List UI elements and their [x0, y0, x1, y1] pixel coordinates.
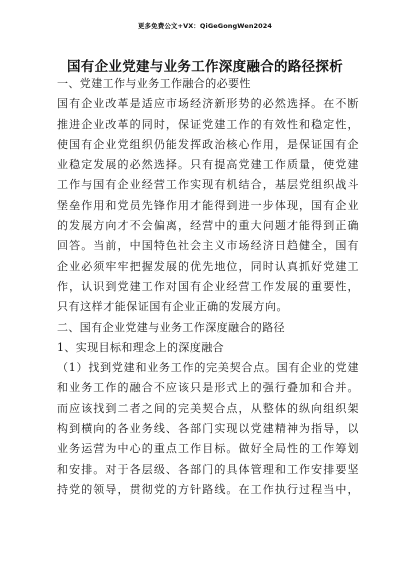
paragraph-line: 业务运营为中心的重点工作目标。做好全局性的工作筹划: [57, 442, 359, 456]
paragraph-line: 和安排。对于各层级、各部门的具体管理和工作安排要坚: [57, 462, 359, 476]
paragraph-line: 推进企业改革的同时，保证党建工作的有效性和稳定性，: [57, 117, 359, 131]
paragraph-line: 和业务工作的融合不应该只是形式上的强行叠加和合并。: [57, 381, 359, 395]
section-heading: 一、党建工作与业务工作融合的必要性: [57, 77, 251, 90]
document-body: [57, 74, 359, 500]
paragraph-line: （1）找到党建和业务工作的完美契合点。国有企业的党建: [57, 361, 359, 375]
section-heading: 1、实现目标和理念上的深度融合: [57, 340, 224, 354]
paragraph-line: 工作与国有企业经营工作实现有机结合，基层党组织战斗: [57, 178, 359, 192]
paragraph-last-line: 只有这样才能保证国有企业正确的发展方向。: [57, 300, 288, 314]
paragraph-line: 的发展方向才不会偏离，经营中的重大问题才能得到正确: [57, 219, 359, 233]
paragraph-line: 企业必须牢牢把握发展的优先地位，同时认真抓好党建工: [57, 259, 359, 273]
paragraph-line: 持党的领导，贯彻党的方针路线。在工作执行过程当中，: [57, 482, 359, 496]
paragraph-line: 而应该找到二者之间的完美契合点，从整体的纵向组织架: [57, 401, 359, 415]
paragraph-line: 回答。当前，中国特色社会主义市场经济日趋健全，国有: [57, 239, 359, 253]
header-note: 更多免费公文+VX：QiGeGongWen2024: [137, 22, 273, 30]
paragraph-line: 使国有企业党组织仍能发挥政治核心作用，是保证国有企: [57, 137, 359, 151]
paragraph-line: 业稳定发展的必然选择。只有提高党建工作质量，使党建: [57, 158, 359, 172]
paragraph-line: 堡垒作用和党员先锋作用才能得到进一步体现，国有企业: [57, 198, 359, 212]
paragraph-line: 国有企业改革是适应市场经济新形势的必然选择。在不断: [57, 97, 359, 111]
paragraph-line: 构到横向的各业务线、各部门实现以党建精神为指导，以: [57, 422, 359, 436]
document-title: 国有企业党建与业务工作深度融合的路径探析: [67, 59, 343, 75]
section-heading: 二、国有企业党建与业务工作深度融合的路径: [57, 320, 285, 334]
paragraph-line: 作，认识到党建工作对国有企业经营工作发展的重要性，: [57, 279, 359, 293]
